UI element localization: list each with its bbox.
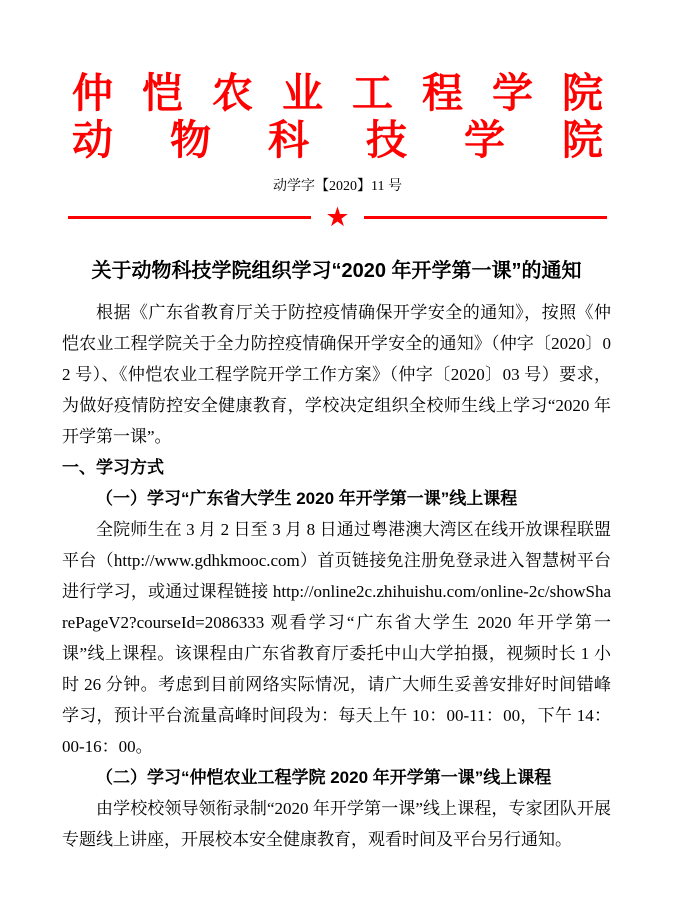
document-title: 关于动物科技学院组织学习“2020 年开学第一课”的通知 bbox=[91, 260, 582, 282]
org-name-line1: 仲 恺 农 业 工 程 学 院 bbox=[72, 70, 603, 116]
subsection-heading-zhongkai-course: （二）学习“仲恺农业工程学院 2020 年开学第一课”线上课程 bbox=[96, 768, 552, 787]
star-icon: ★ bbox=[325, 202, 350, 232]
org-name-line2: 动 物 科 技 学 院 bbox=[72, 117, 603, 163]
red-rule-right bbox=[364, 216, 607, 219]
paragraph-basis: 根据《广东省教育厅关于防控疫情确保开学安全的通知》，按照《仲恺农业工程学院关于全力防控疫情确保开学安全的通知》（仲字〔2020〕02 号）、《仲恺农业工程学院开学工作方案》（仲字〔2020〕03 号）要求，为做好疫情防控安全健康教育，学校决定组织全校师生线上学习“2020 年开学第一课”。 bbox=[62, 303, 611, 446]
letterhead bbox=[68, 0, 607, 231]
paragraph-zhongkai-course-details: 由学校校领导领衔录制“2020 年开学第一课”线上课程，专家团队开展专题线上讲座，开展校本安全健康教育，观看时间及平台另行通知。 bbox=[62, 799, 611, 849]
section-heading-study-method: 一、学习方式 bbox=[62, 458, 164, 477]
document-number: 动学字【2020】11 号 bbox=[273, 179, 402, 194]
document-body bbox=[62, 257, 611, 855]
paragraph-guangdong-course-details: 全院师生在 3 月 2 日至 3 月 8 日通过粤港澳大湾区在线开放课程联盟平台（http://www.gdhkmooc.com）首页链接免注册免登录进入智慧树平台进行学习，或通过课程链接 http://online2c.zhihuishu.com/online-2c/showSharePageV2?courseId=2086333 观看学习“广东省大学生 2020 年开学第一课”线上课程。该课程由广东省教育厅委托中山大学拍摄，视频时长 1 小时 26 分钟。考虑到目前网络实际情况，请广大师生妥善安排好时间错峰学习，预计平台流量高峰时间段为：每天上午 10：00-11：00，下午 14：00-16：00。 bbox=[62, 520, 611, 756]
red-rule-left bbox=[68, 216, 311, 219]
subsection-heading-guangdong-course: （一）学习“广东省大学生 2020 年开学第一课”线上课程 bbox=[96, 489, 518, 508]
red-divider bbox=[68, 204, 607, 231]
